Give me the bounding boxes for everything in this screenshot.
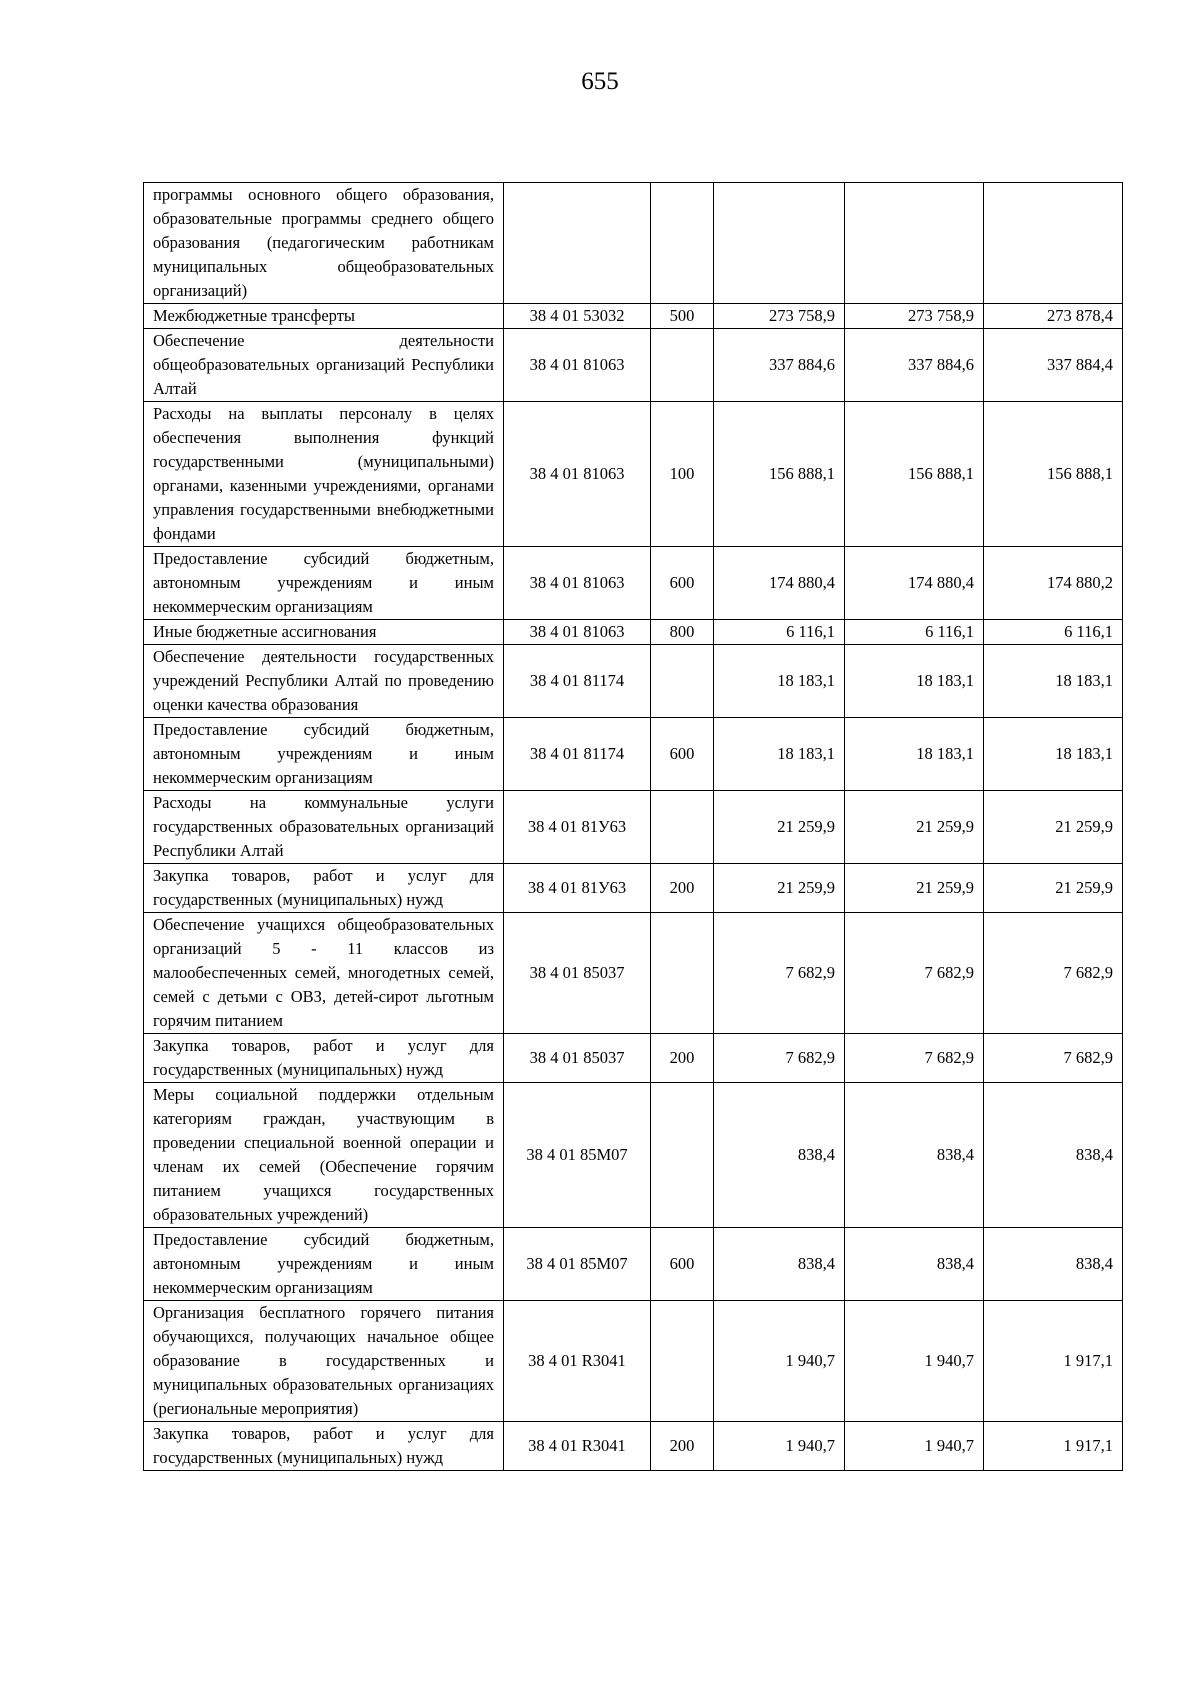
target-code-cell: 38 4 01 53032 [504,304,651,329]
table-row [144,1422,1123,1471]
table-row [144,1301,1123,1422]
target-code-cell: 38 4 01 85М07 [504,1228,651,1301]
expense-name-cell: Иные бюджетные ассигнования [144,620,504,645]
expense-type-cell [651,329,714,402]
amount-year1-cell: 273 758,9 [714,304,845,329]
expense-type-cell [651,1301,714,1422]
target-code-cell: 38 4 01 81174 [504,718,651,791]
expense-name-cell: Предоставление субсидий бюджетным, автономным учреждениям и иным некоммерческим организациям [144,718,504,791]
amount-year1-cell: 6 116,1 [714,620,845,645]
table-row [144,620,1123,645]
expense-type-cell [651,913,714,1034]
expense-name-cell: Закупка товаров, работ и услуг для государственных (муниципальных) нужд [144,1034,504,1083]
amount-year1-cell: 7 682,9 [714,1034,845,1083]
amount-year2-cell [845,183,984,304]
expense-type-cell [651,183,714,304]
target-code-cell: 38 4 01 81174 [504,645,651,718]
table-row [144,183,1123,304]
budget-table-body [144,183,1123,1471]
amount-year1-cell: 18 183,1 [714,718,845,791]
expense-name-cell: Организация бесплатного горячего питания обучающихся, получающих начальное общее образование в государственных и муниципальных образовательных организациях (региональные мероприятия) [144,1301,504,1422]
amount-year3-cell: 838,4 [984,1228,1123,1301]
amount-year2-cell: 174 880,4 [845,547,984,620]
expense-type-cell [651,1083,714,1228]
amount-year3-cell: 174 880,2 [984,547,1123,620]
expense-type-cell: 100 [651,402,714,547]
table-row [144,304,1123,329]
expense-name-cell: программы основного общего образования, образовательные программы среднего общего образования (педагогическим работникам муниципальных общеобразовательных организаций) [144,183,504,304]
amount-year2-cell: 273 758,9 [845,304,984,329]
expense-name-cell: Межбюджетные трансферты [144,304,504,329]
expense-name-cell: Меры социальной поддержки отдельным категориям граждан, участвующим в проведении специальной военной операции и членам их семей (Обеспечение горячим питанием учащихся государственных образовательных учреждений) [144,1083,504,1228]
expense-name-cell: Закупка товаров, работ и услуг для государственных (муниципальных) нужд [144,1422,504,1471]
table-row [144,791,1123,864]
expense-name-cell: Закупка товаров, работ и услуг для государственных (муниципальных) нужд [144,864,504,913]
expense-name-cell: Предоставление субсидий бюджетным, автономным учреждениям и иным некоммерческим организациям [144,1228,504,1301]
target-code-cell: 38 4 01 81063 [504,620,651,645]
amount-year3-cell: 1 917,1 [984,1301,1123,1422]
target-code-cell: 38 4 01 81063 [504,402,651,547]
target-code-cell: 38 4 01 81063 [504,329,651,402]
amount-year3-cell: 21 259,9 [984,864,1123,913]
table-row [144,1228,1123,1301]
expense-type-cell: 600 [651,547,714,620]
amount-year1-cell: 1 940,7 [714,1422,845,1471]
amount-year3-cell: 337 884,4 [984,329,1123,402]
expense-name-cell: Расходы на коммунальные услуги государственных образовательных организаций Республики Алтай [144,791,504,864]
amount-year1-cell: 838,4 [714,1083,845,1228]
target-code-cell: 38 4 01 85М07 [504,1083,651,1228]
amount-year3-cell: 6 116,1 [984,620,1123,645]
amount-year2-cell: 7 682,9 [845,1034,984,1083]
amount-year1-cell: 337 884,6 [714,329,845,402]
amount-year2-cell: 18 183,1 [845,718,984,791]
amount-year2-cell: 838,4 [845,1228,984,1301]
expense-type-cell [651,791,714,864]
amount-year3-cell: 7 682,9 [984,913,1123,1034]
table-row [144,547,1123,620]
expense-name-cell: Предоставление субсидий бюджетным, автономным учреждениям и иным некоммерческим организациям [144,547,504,620]
expense-type-cell: 500 [651,304,714,329]
expense-type-cell: 600 [651,1228,714,1301]
amount-year1-cell: 21 259,9 [714,864,845,913]
amount-year3-cell: 18 183,1 [984,645,1123,718]
expense-type-cell: 200 [651,1034,714,1083]
amount-year1-cell: 1 940,7 [714,1301,845,1422]
amount-year2-cell: 21 259,9 [845,864,984,913]
amount-year3-cell: 21 259,9 [984,791,1123,864]
page-number: 655 [581,68,619,95]
amount-year3-cell: 156 888,1 [984,402,1123,547]
amount-year2-cell: 6 116,1 [845,620,984,645]
expense-type-cell [651,645,714,718]
target-code-cell: 38 4 01 85037 [504,913,651,1034]
table-row [144,864,1123,913]
expense-type-cell: 200 [651,864,714,913]
amount-year3-cell: 838,4 [984,1083,1123,1228]
table-row [144,913,1123,1034]
table-row [144,645,1123,718]
target-code-cell: 38 4 01 85037 [504,1034,651,1083]
amount-year1-cell: 18 183,1 [714,645,845,718]
target-code-cell: 38 4 01 81У63 [504,791,651,864]
table-row [144,1034,1123,1083]
amount-year1-cell: 838,4 [714,1228,845,1301]
amount-year1-cell [714,183,845,304]
amount-year2-cell: 1 940,7 [845,1301,984,1422]
amount-year2-cell: 1 940,7 [845,1422,984,1471]
expense-type-cell: 800 [651,620,714,645]
amount-year1-cell: 7 682,9 [714,913,845,1034]
amount-year3-cell: 7 682,9 [984,1034,1123,1083]
expense-name-cell: Обеспечение учащихся общеобразовательных организаций 5 - 11 классов из малообеспеченных семей, многодетных семей, семей с детьми с ОВЗ, детей-сирот льготным горячим питанием [144,913,504,1034]
budget-table [143,182,1123,1471]
amount-year3-cell [984,183,1123,304]
expense-name-cell: Обеспечение деятельности государственных учреждений Республики Алтай по проведению оценки качества образования [144,645,504,718]
expense-type-cell: 600 [651,718,714,791]
expense-type-cell: 200 [651,1422,714,1471]
amount-year2-cell: 337 884,6 [845,329,984,402]
table-row [144,1083,1123,1228]
amount-year1-cell: 21 259,9 [714,791,845,864]
amount-year2-cell: 156 888,1 [845,402,984,547]
table-row [144,718,1123,791]
table-row [144,329,1123,402]
amount-year3-cell: 18 183,1 [984,718,1123,791]
target-code-cell: 38 4 01 81063 [504,547,651,620]
target-code-cell: 38 4 01 R3041 [504,1301,651,1422]
expense-name-cell: Расходы на выплаты персоналу в целях обеспечения выполнения функций государственными (муниципальными) органами, казенными учреждениями, органами управления государственными внебюджетными фондами [144,402,504,547]
amount-year1-cell: 174 880,4 [714,547,845,620]
target-code-cell: 38 4 01 81У63 [504,864,651,913]
amount-year1-cell: 156 888,1 [714,402,845,547]
amount-year3-cell: 273 878,4 [984,304,1123,329]
amount-year2-cell: 18 183,1 [845,645,984,718]
table-row [144,402,1123,547]
target-code-cell: 38 4 01 R3041 [504,1422,651,1471]
amount-year2-cell: 838,4 [845,1083,984,1228]
amount-year3-cell: 1 917,1 [984,1422,1123,1471]
target-code-cell [504,183,651,304]
expense-name-cell: Обеспечение деятельности общеобразовательных организаций Республики Алтай [144,329,504,402]
amount-year2-cell: 21 259,9 [845,791,984,864]
amount-year2-cell: 7 682,9 [845,913,984,1034]
